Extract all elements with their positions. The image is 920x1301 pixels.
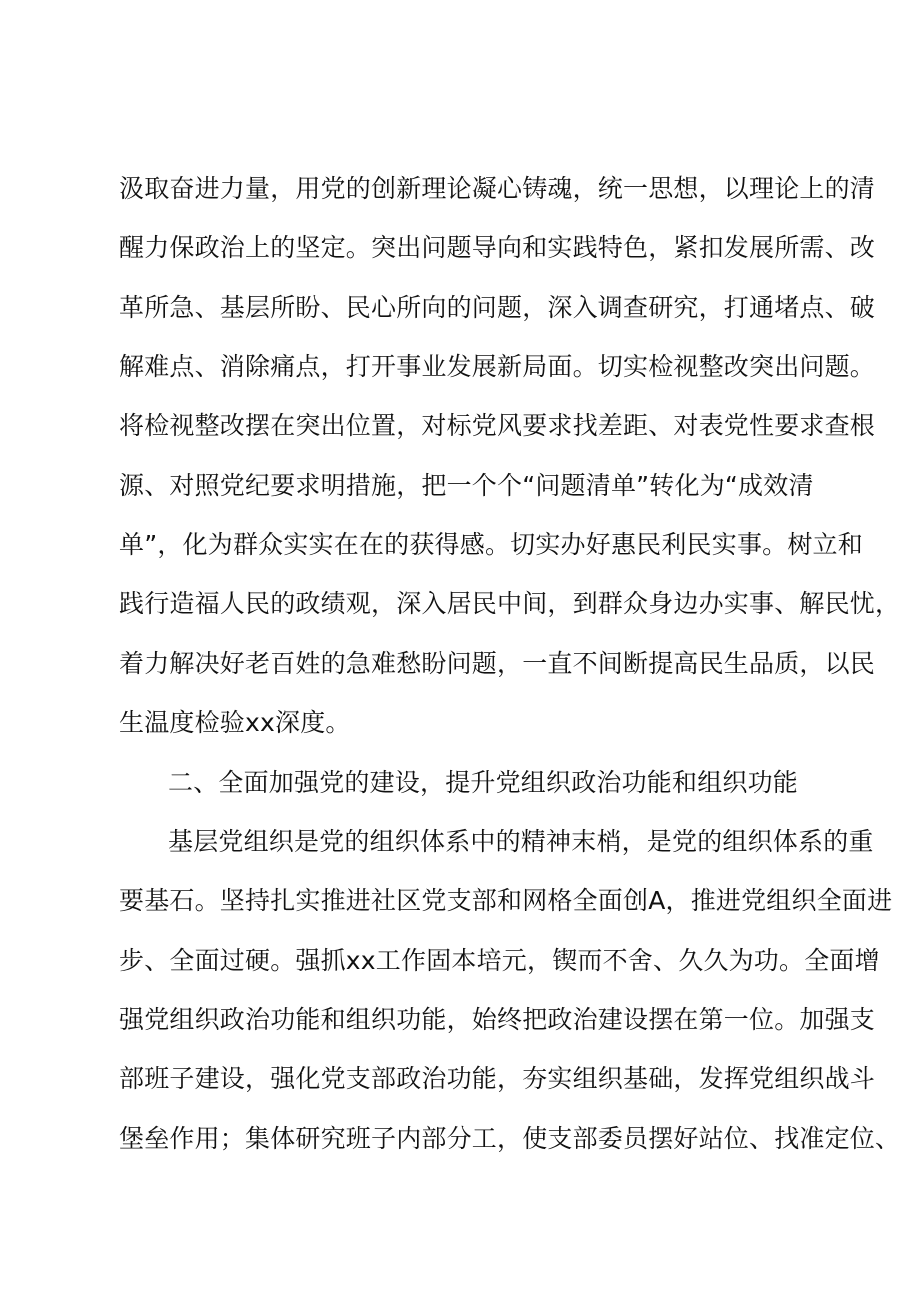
paragraph-2-line-5: 部班子建设，强化党支部政治功能，夯实组织基础，发挥党组织战斗 — [119, 1064, 876, 1093]
paragraph-1-line-9: 着力解决好老百姓的急难愁盼问题，一直不间断提高民生品质，以民 — [119, 649, 876, 678]
paragraph-2-line-4: 强党组织政治功能和组织功能，始终把政治建设摆在第一位。加强支 — [119, 1005, 876, 1034]
paragraph-1-line-10: 生温度检验xx深度。 — [119, 708, 351, 737]
paragraph-1-line-5: 将检视整改摆在突出位置，对标党风要求找差距、对表党性要求查根 — [119, 411, 876, 440]
paragraph-1-line-3: 革所急、基层所盼、民心所向的问题，深入调查研究，打通堵点、破 — [119, 293, 876, 322]
paragraph-1-line-7: 单”，化为群众实实在在的获得感。切实办好惠民利民实事。树立和 — [119, 530, 863, 559]
paragraph-1-line-1: 汲取奋进力量，用党的创新理论凝心铸魂，统一思想，以理论上的清 — [119, 174, 876, 203]
paragraph-1-line-8: 践行造福人民的政绩观，深入居民中间，到群众身边办实事、解民忧， — [119, 589, 901, 618]
paragraph-1-line-4: 解难点、消除痛点，打开事业发展新局面。切实检视整改突出问题。 — [119, 352, 876, 381]
paragraph-1-line-2: 醒力保政治上的坚定。突出问题导向和实践特色，紧扣发展所需、改 — [119, 233, 876, 262]
paragraph-1-line-6: 源、对照党纪要求明措施，把一个个“问题清单”转化为“成效清 — [119, 471, 814, 500]
paragraph-2-line-1: 基层党组织是党的组织体系中的精神末梢，是党的组织体系的重 — [168, 827, 874, 856]
paragraph-2-line-6: 堡垒作用；集体研究班子内部分工，使支部委员摆好站位、找准定位、 — [119, 1124, 901, 1153]
paragraph-2-line-3: 步、全面过硬。强抓xx工作固本培元，锲而不舍、久久为功。全面增 — [119, 946, 880, 975]
section-heading: 二、全面加强党的建设，提升党组织政治功能和组织功能 — [168, 768, 799, 797]
paragraph-2-line-2: 要基石。坚持扎实推进社区党支部和网格全面创A，推进党组织全面进 — [119, 886, 893, 915]
